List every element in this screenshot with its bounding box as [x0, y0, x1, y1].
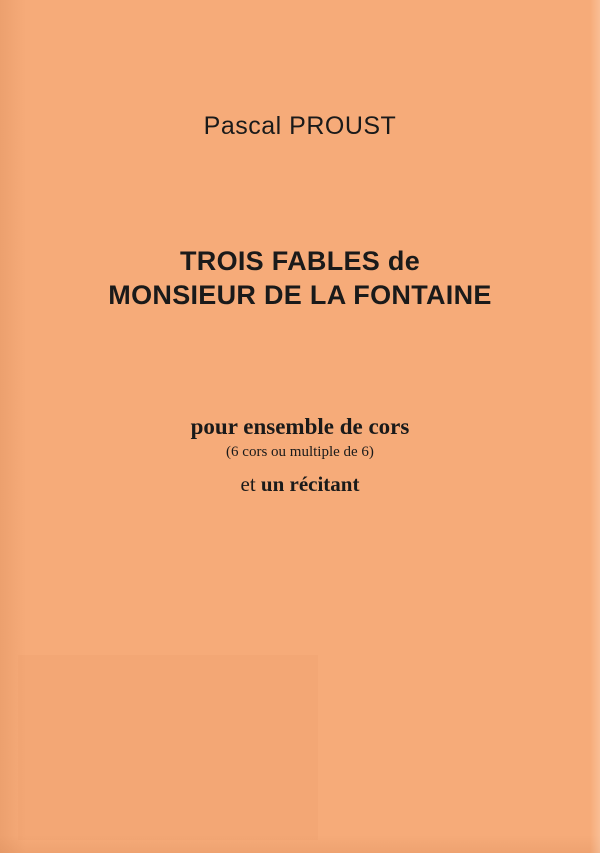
work-title-line-2: MONSIEUR DE LA FONTAINE [108, 280, 492, 310]
instrumentation-label: pour ensemble de cors [190, 414, 410, 439]
work-title-line-1: TROIS FABLES de [179, 246, 421, 276]
composer-name: Pascal PROUST [203, 112, 397, 140]
narrator-strong-text: un récitant [260, 472, 360, 496]
narrator-line [0, 472, 600, 497]
paper-bottom-shading [0, 835, 600, 853]
instrumentation-detail: (6 cors ou multiple de 6) [226, 444, 374, 460]
narrator-lead-text: et [240, 472, 261, 496]
paper-tone-panel [18, 655, 318, 840]
